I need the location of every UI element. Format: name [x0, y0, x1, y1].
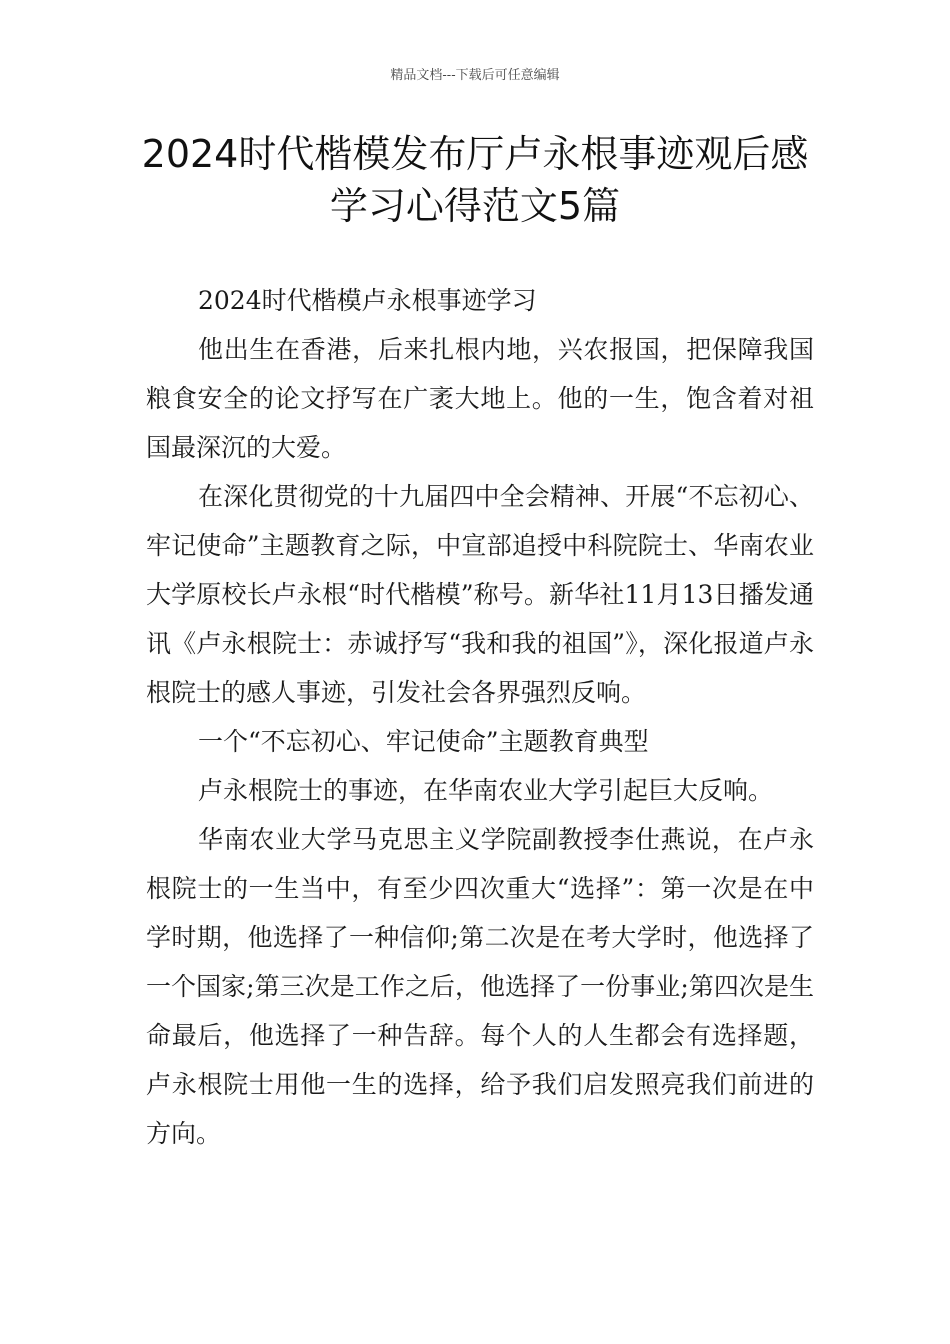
section-heading: 2024时代楷模卢永根事迹学习 — [198, 286, 537, 315]
body-paragraph: 在深化贯彻党的十九届四中全会精神、开展“不忘初心、牢记使命”主题教育之际，中宣部追授中科院院士、华南农业大学原校长卢永根“时代楷模”称号。新华社11月13日播发通讯《卢永根院士：赤诚抒写“我和我的祖国”》，深化报道卢永根院士的感人事迹，引发社会各界强烈反响。 — [146, 482, 814, 707]
document-body — [146, 276, 814, 1158]
document-title — [100, 128, 850, 232]
title-line-1: 2024时代楷模发布厅卢永根事迹观后感 — [141, 132, 809, 176]
section-heading: 一个“不忘初心、牢记使命”主题教育典型 — [198, 727, 649, 756]
header-watermark: 精品文档---下载后可任意编辑 — [390, 68, 560, 83]
body-paragraph: 华南农业大学马克思主义学院副教授李仕燕说，在卢永根院士的一生当中，有至少四次重大“选择”：第一次是在中学时期，他选择了一种信仰;第二次是在考大学时，他选择了一个国家;第三次是工作之后，他选择了一份事业;第四次是生命最后，他选择了一种告辞。每个人的人生都会有选择题，卢永根院士用他一生的选择，给予我们启发照亮我们前进的方向。 — [146, 825, 814, 1148]
title-line-2: 学习心得范文5篇 — [329, 184, 621, 228]
body-paragraph: 他出生在香港，后来扎根内地，兴农报国，把保障我国粮食安全的论文抒写在广袤大地上。他的一生，饱含着对祖国最深沉的大爱。 — [146, 335, 814, 462]
body-paragraph: 卢永根院士的事迹，在华南农业大学引起巨大反响。 — [198, 776, 774, 805]
